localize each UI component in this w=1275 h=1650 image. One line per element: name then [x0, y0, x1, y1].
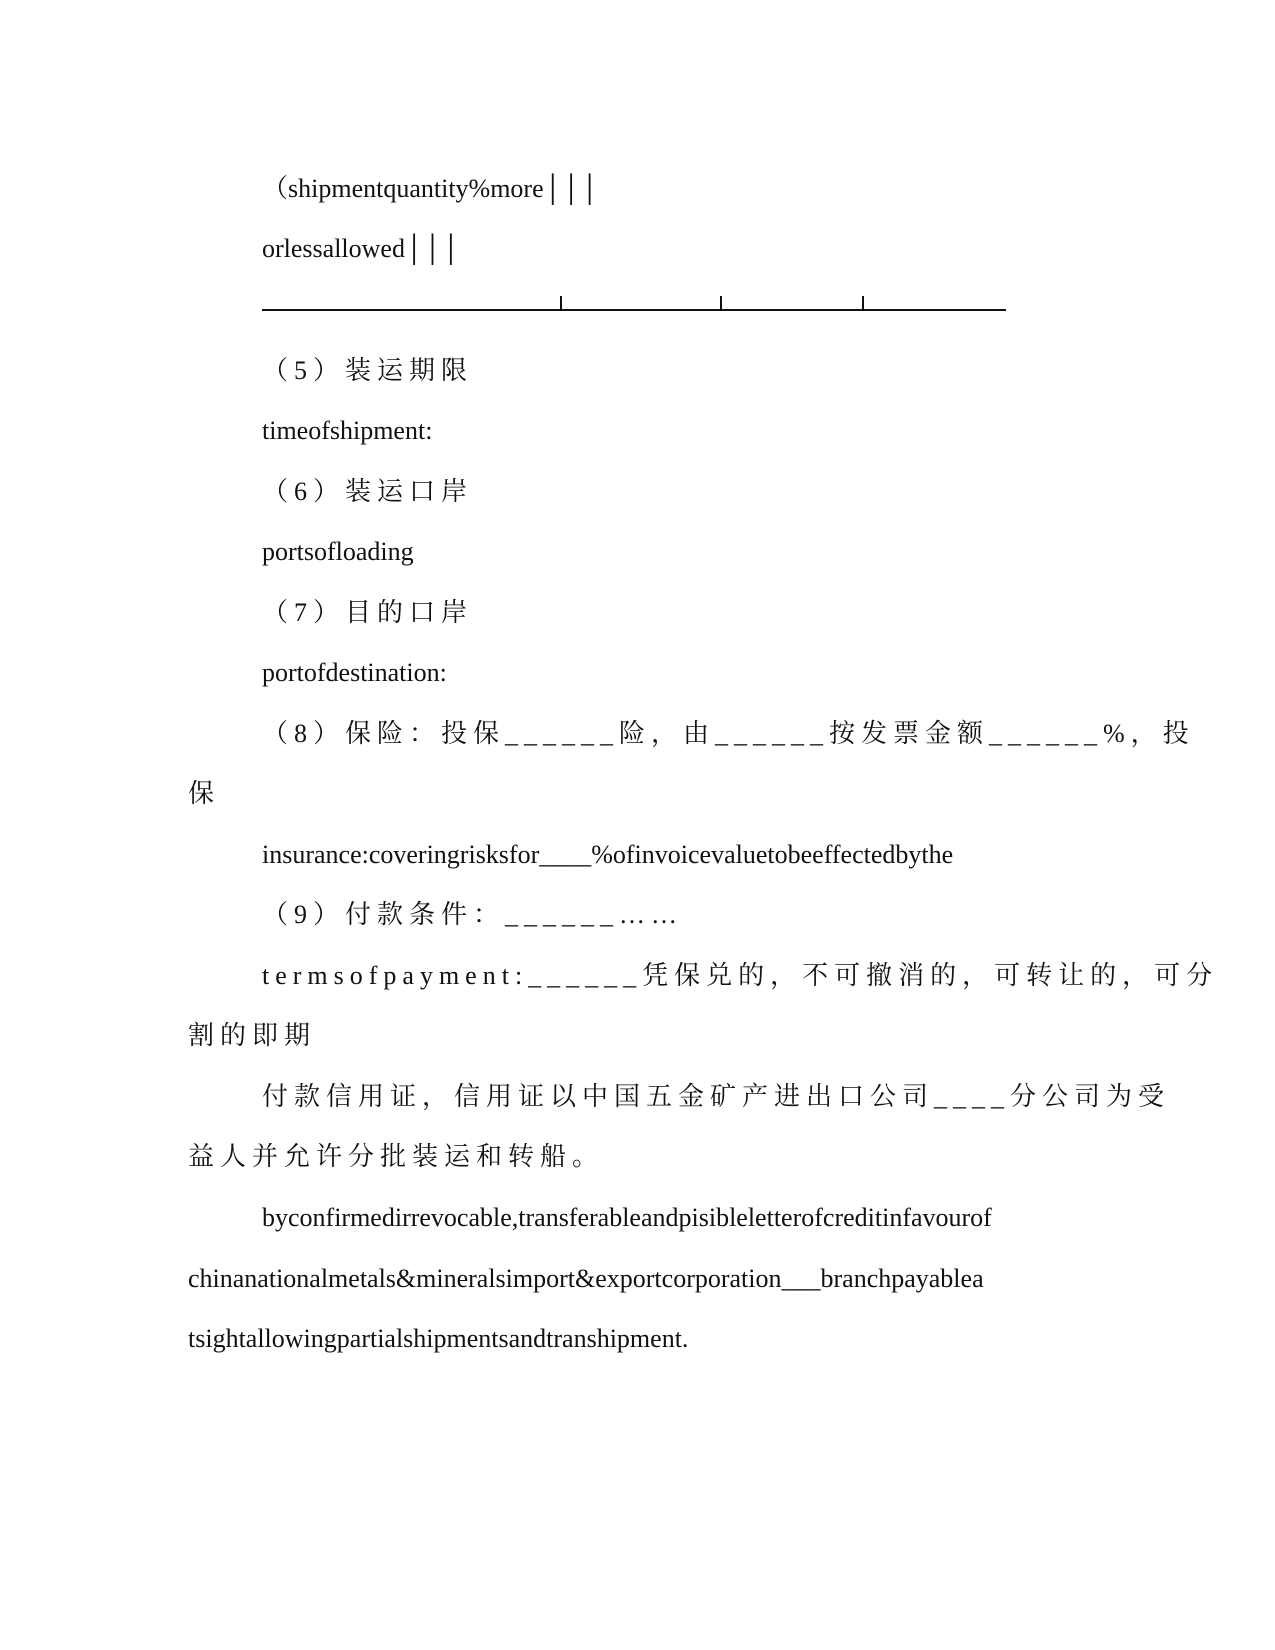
payment-paragraph-english: byconfirmedirrevocable,transferableandpisibleletterofcreditinfavourof	[262, 1203, 992, 1232]
clause-9-english-continued: 割的即期	[188, 1021, 317, 1050]
clause-6-heading: （6）装运口岸	[262, 477, 474, 506]
clause-8-heading-continued: 保	[188, 779, 221, 808]
table-column-divider	[862, 296, 864, 311]
payment-paragraph-english-end: tsightallowingpartialshipmentsandtranshipment.	[188, 1324, 689, 1353]
clause-9-english: termsofpayment:______凭保兑的，不可撤消的，可转让的，可分	[262, 961, 1219, 990]
table-column-divider	[720, 296, 722, 311]
clause-9-heading: （9）付款条件：______……	[262, 900, 684, 929]
clause-7-english: portofdestination:	[262, 658, 447, 687]
clause-5-english: timeofshipment:	[262, 416, 433, 445]
table-column-divider	[560, 296, 562, 311]
payment-paragraph-english-continued: chinanationalmetals&mineralsimport&exportcorporation___branchpayablea	[188, 1264, 984, 1293]
clause-8-english: insurance:coveringrisksfor____%ofinvoicevaluetobeeffectedbythe	[262, 840, 954, 869]
clause-7-heading: （7）目的口岸	[262, 598, 474, 627]
payment-paragraph-chinese: 付款信用证，信用证以中国五金矿产进出口公司____分公司为受	[262, 1082, 1171, 1111]
table-bottom-rule	[262, 309, 1006, 311]
clause-5-heading: （5）装运期限	[262, 356, 474, 385]
shipment-quantity-line: （shipmentquantity%more│││	[262, 174, 599, 203]
clause-8-heading: （8）保险：投保______险，由______按发票金额______%，投	[262, 719, 1195, 748]
payment-paragraph-chinese-continued: 益人并允许分批装运和转船。	[188, 1142, 605, 1171]
more-or-less-line: orlessallowed│││	[262, 234, 461, 263]
clause-6-english: portsofloading	[262, 537, 414, 566]
